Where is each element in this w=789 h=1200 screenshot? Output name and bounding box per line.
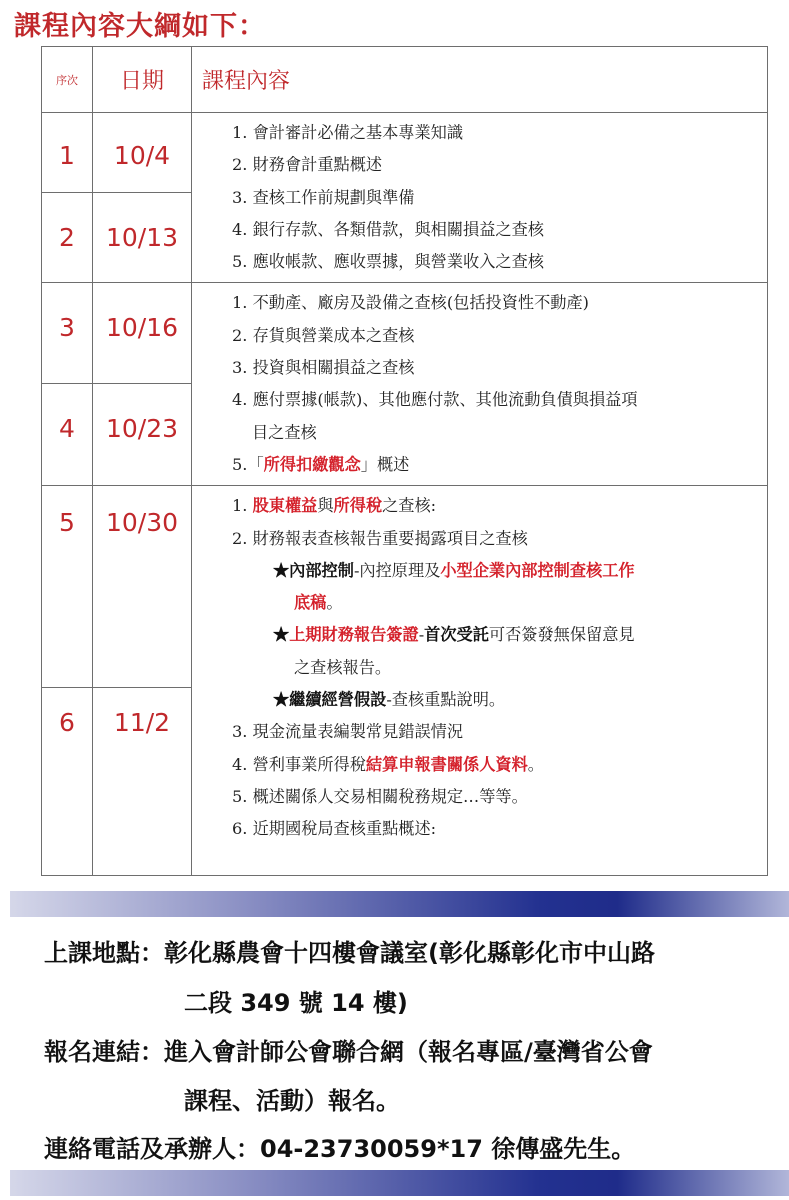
highlight-text: 股東權益 <box>252 496 318 516</box>
highlight-text: 上期財務報告簽證 <box>289 625 419 645</box>
text: 」概述 <box>360 454 410 474</box>
location-label: 上課地點： <box>44 939 164 967</box>
page-title: 課程內容大綱如下： <box>14 11 266 42</box>
text: 。 <box>527 754 544 774</box>
content-line <box>232 684 759 716</box>
session-seq: 6 <box>42 688 93 876</box>
content-line <box>232 619 759 651</box>
content-line: 2. 財務報表查核報告重要揭露項目之查核 <box>232 528 528 548</box>
header-seq: 序次 <box>42 47 93 113</box>
text: 。 <box>326 593 343 613</box>
text: -查核重點說明。 <box>386 690 506 710</box>
content-line: 4. 應付票據(帳款)、其他應付款、其他流動負債與損益項 <box>232 390 638 410</box>
table-row <box>42 486 768 688</box>
content-line: 5. 概述關係人交易相關稅務規定…等等。 <box>232 786 528 806</box>
session-seq: 4 <box>42 383 93 485</box>
decorative-band-top <box>10 891 789 917</box>
location-line-2: 二段 349 號 14 樓) <box>184 989 408 1017</box>
content-line <box>232 555 759 587</box>
location-text: 彰化縣農會十四樓會議室(彰化縣彰化市中山路 <box>164 939 655 967</box>
bold-text: ★內部控制 <box>273 560 354 580</box>
header-content: 課程內容 <box>192 47 768 113</box>
content-line: 目之查核 <box>252 422 317 442</box>
highlight-text: 所得稅 <box>333 496 383 516</box>
content-line <box>232 749 759 781</box>
table-header-row <box>42 47 768 113</box>
session-date: 10/16 <box>93 283 192 383</box>
star-mark: ★ <box>273 625 290 645</box>
content-line: 5. 應收帳款、應收票據，與營業收入之查核 <box>232 252 544 272</box>
content-line: 2. 財務會計重點概述 <box>232 155 383 175</box>
bold-text: 首次受託 <box>424 625 489 645</box>
text: 與 <box>317 496 334 516</box>
highlight-text: 結算申報書關係人資料 <box>365 754 528 774</box>
signup-label: 報名連結： <box>44 1038 164 1066</box>
content-group-1 <box>192 113 768 283</box>
course-outline-table <box>41 46 768 876</box>
table-row <box>42 113 768 193</box>
content-line <box>232 449 759 481</box>
session-seq: 1 <box>42 113 93 193</box>
location-line <box>44 933 655 968</box>
signup-line-2: 課程、活動）報名。 <box>184 1087 400 1115</box>
content-line: 1. 不動產、廠房及設備之查核(包括投資性不動產) <box>232 293 589 313</box>
content-group-3 <box>192 486 768 876</box>
content-line: 6. 近期國稅局查核重點概述: <box>232 819 437 839</box>
text: - <box>418 625 425 645</box>
session-date: 10/30 <box>93 486 192 688</box>
table-row <box>42 283 768 383</box>
decorative-band-bottom <box>10 1170 789 1196</box>
content-line: 3. 投資與相關損益之查核 <box>232 358 415 378</box>
session-date: 10/4 <box>93 113 192 193</box>
content-line: 4. 銀行存款、各類借款，與相關損益之查核 <box>232 219 544 239</box>
text: 1. <box>232 496 253 516</box>
text: 可否簽發無保留意見 <box>488 625 635 645</box>
content-line: 1. 會計審計必備之基本專業知識 <box>232 123 464 142</box>
text: 4. 營利事業所得稅 <box>232 754 366 774</box>
header-date: 日期 <box>93 47 192 113</box>
content-line: 之查核報告。 <box>294 657 392 677</box>
content-group-2 <box>192 283 768 486</box>
text: 之查核: <box>382 496 437 516</box>
session-date: 11/2 <box>93 688 192 876</box>
bold-text: ★繼續經營假設 <box>273 690 387 710</box>
session-date: 10/13 <box>93 193 192 283</box>
content-line: 3. 現金流量表編製常見錯誤情況 <box>232 722 464 742</box>
content-line <box>232 587 759 619</box>
session-seq: 3 <box>42 283 93 383</box>
signup-text: 進入會計師公會聯合網（報名專區/臺灣省公會 <box>164 1038 653 1066</box>
session-seq: 5 <box>42 486 93 688</box>
contact-label: 連絡電話及承辦人： <box>44 1135 260 1163</box>
text: 5.「 <box>232 454 264 474</box>
contact-text: 04-23730059*17 徐傳盛先生。 <box>260 1135 636 1163</box>
highlight-text: 小型企業內部控制查核工作 <box>440 560 635 580</box>
signup-line <box>44 1032 653 1067</box>
contact-line <box>44 1129 635 1164</box>
text: -內控原理及 <box>353 560 441 580</box>
content-line: 2. 存貨與營業成本之查核 <box>232 325 415 345</box>
session-date: 10/23 <box>93 383 192 485</box>
highlight-text: 底稿 <box>294 593 327 613</box>
highlight-text: 所得扣繳觀念 <box>263 454 361 474</box>
content-line <box>232 490 759 522</box>
session-seq: 2 <box>42 193 93 283</box>
content-line: 3. 查核工作前規劃與準備 <box>232 187 415 207</box>
